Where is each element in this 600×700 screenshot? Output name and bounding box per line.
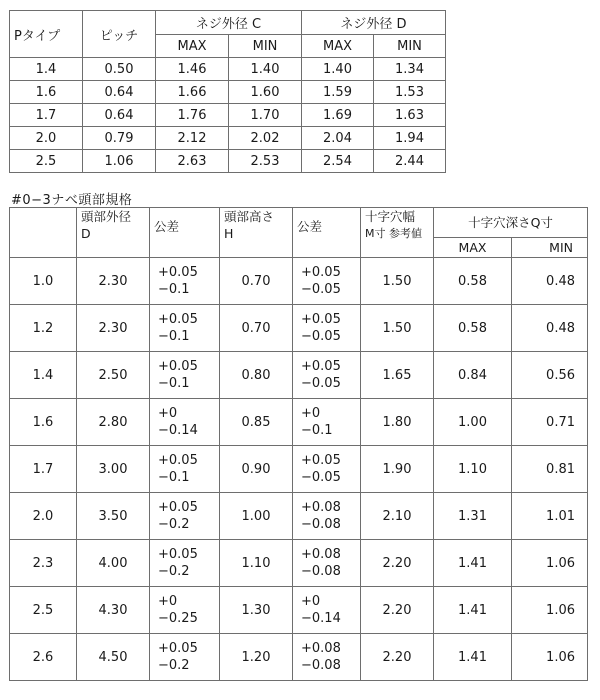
head-diameter-label: 頭部外径: [81, 209, 132, 224]
tolerance-h-cell: [293, 493, 361, 540]
p-type-cell: 2.0: [10, 127, 83, 150]
head-spec-row: [10, 540, 588, 587]
tolerance-h-cell: [293, 258, 361, 305]
tolerance-h-lower: −0.05: [301, 470, 341, 485]
size-cell: 2.3: [10, 540, 77, 587]
outer-d-header: ネジ外径 D: [302, 11, 446, 35]
tolerance-d-lower: −0.1: [158, 329, 190, 344]
head-height-cell: 0.85: [220, 399, 293, 446]
c-min-cell: 1.40: [229, 58, 302, 81]
q-min-cell: 0.81: [512, 446, 588, 493]
tolerance-h-lower: −0.08: [301, 658, 341, 673]
cross-width-header: [361, 208, 434, 258]
d-min-cell: 1.63: [374, 104, 446, 127]
tolerance-h-lower: −0.05: [301, 376, 341, 391]
tolerance-d-upper: +0.05: [158, 547, 198, 562]
q-max-cell: 0.84: [434, 352, 512, 399]
q-min-cell: 0.71: [512, 399, 588, 446]
tolerance-d-cell: [150, 305, 220, 352]
head-spec-row: [10, 634, 588, 681]
cross-width-cell: 1.90: [361, 446, 434, 493]
head-height-cell: 0.70: [220, 258, 293, 305]
c-min-cell: 2.02: [229, 127, 302, 150]
thread-spec-row: [10, 150, 446, 173]
size-cell: 2.5: [10, 587, 77, 634]
c-max-cell: 2.63: [156, 150, 229, 173]
cross-width-cell: 2.20: [361, 587, 434, 634]
head-height-cell: 1.10: [220, 540, 293, 587]
d-max-cell: 1.40: [302, 58, 374, 81]
size-header: [10, 208, 77, 258]
q-max-cell: 1.41: [434, 540, 512, 587]
tolerance-d-cell: [150, 587, 220, 634]
cross-width-cell: 1.50: [361, 305, 434, 352]
c-min-header: MIN: [229, 35, 302, 58]
q-max-cell: 0.58: [434, 305, 512, 352]
tolerance-d-lower: −0.2: [158, 517, 190, 532]
size-cell: 2.6: [10, 634, 77, 681]
head-spec-row: [10, 446, 588, 493]
q-min-cell: 0.48: [512, 258, 588, 305]
cross-width-note: M寸 参考値: [365, 227, 422, 240]
head-height-cell: 0.70: [220, 305, 293, 352]
tolerance-h-cell: [293, 399, 361, 446]
p-type-header: Pタイプ: [10, 11, 83, 58]
head-diameter-cell: 2.50: [77, 352, 150, 399]
tolerance-d-lower: −0.1: [158, 376, 190, 391]
c-max-cell: 1.46: [156, 58, 229, 81]
q-max-header: MAX: [434, 238, 512, 258]
c-max-header: MAX: [156, 35, 229, 58]
size-cell: 1.2: [10, 305, 77, 352]
size-cell: 1.0: [10, 258, 77, 305]
cross-width-cell: 1.65: [361, 352, 434, 399]
tolerance-d-upper: +0: [158, 594, 178, 609]
tolerance-h-upper: +0: [301, 406, 321, 421]
q-min-cell: 1.06: [512, 540, 588, 587]
head-spec-row: [10, 258, 588, 305]
pitch-cell: 0.79: [83, 127, 156, 150]
size-cell: 1.6: [10, 399, 77, 446]
tolerance-d-upper: +0.05: [158, 453, 198, 468]
tolerance-d-cell: [150, 493, 220, 540]
d-min-cell: 1.53: [374, 81, 446, 104]
tolerance-h-cell: [293, 634, 361, 681]
q-max-cell: 1.31: [434, 493, 512, 540]
cross-depth-header: 十字穴深さQ寸: [434, 208, 588, 238]
pitch-cell: 1.06: [83, 150, 156, 173]
tolerance-h-lower: −0.08: [301, 564, 341, 579]
thread-spec-row: [10, 104, 446, 127]
c-min-cell: 1.70: [229, 104, 302, 127]
head-height-cell: 0.80: [220, 352, 293, 399]
q-min-cell: 0.56: [512, 352, 588, 399]
tolerance-h-cell: [293, 352, 361, 399]
head-height-label: 頭部高さ: [224, 209, 275, 224]
head-spec-row: [10, 493, 588, 540]
pitch-cell: 0.50: [83, 58, 156, 81]
p-type-cell: 1.6: [10, 81, 83, 104]
tolerance-d-cell: [150, 634, 220, 681]
thread-spec-row: [10, 81, 446, 104]
tolerance-d-lower: −0.14: [158, 423, 198, 438]
tolerance-d-cell: [150, 352, 220, 399]
pitch-cell: 0.64: [83, 104, 156, 127]
d-max-cell: 1.69: [302, 104, 374, 127]
thread-spec-rows: [10, 58, 446, 173]
cross-width-cell: 1.80: [361, 399, 434, 446]
head-diameter-header: [77, 208, 150, 258]
tolerance-d-upper: +0.05: [158, 265, 198, 280]
tolerance-h-lower: −0.14: [301, 611, 341, 626]
c-max-cell: 1.66: [156, 81, 229, 104]
d-max-cell: 1.59: [302, 81, 374, 104]
q-min-cell: 1.06: [512, 587, 588, 634]
tolerance-h-upper: +0.08: [301, 641, 341, 656]
tolerance-d-upper: +0.05: [158, 500, 198, 515]
thread-spec-row: [10, 58, 446, 81]
size-cell: 1.7: [10, 446, 77, 493]
tolerance-h-upper: +0.05: [301, 359, 341, 374]
thread-spec-row: [10, 127, 446, 150]
tolerance-d-lower: −0.1: [158, 470, 190, 485]
q-max-cell: 1.10: [434, 446, 512, 493]
c-min-cell: 2.53: [229, 150, 302, 173]
d-max-cell: 2.54: [302, 150, 374, 173]
thread-spec-table: [9, 10, 446, 173]
section-title: #0−3ナベ頭部規格: [11, 193, 133, 208]
cross-width-cell: 2.20: [361, 634, 434, 681]
head-height-cell: 1.20: [220, 634, 293, 681]
tolerance-d-lower: −0.25: [158, 611, 198, 626]
tolerance-d-cell: [150, 258, 220, 305]
c-max-cell: 2.12: [156, 127, 229, 150]
tolerance-h-upper: +0.05: [301, 453, 341, 468]
tolerance-h-upper: +0.05: [301, 312, 341, 327]
q-max-cell: 1.41: [434, 634, 512, 681]
tolerance-d-cell: [150, 446, 220, 493]
head-diameter-cell: 2.80: [77, 399, 150, 446]
tolerance-h-cell: [293, 587, 361, 634]
d-max-header: MAX: [302, 35, 374, 58]
head-diameter-cell: 2.30: [77, 305, 150, 352]
q-min-cell: 1.06: [512, 634, 588, 681]
d-min-cell: 1.34: [374, 58, 446, 81]
p-type-cell: 1.4: [10, 58, 83, 81]
p-type-cell: 2.5: [10, 150, 83, 173]
head-spec-row: [10, 399, 588, 446]
head-height-cell: 1.00: [220, 493, 293, 540]
q-min-cell: 1.01: [512, 493, 588, 540]
head-height-cell: 1.30: [220, 587, 293, 634]
c-max-cell: 1.76: [156, 104, 229, 127]
size-cell: 1.4: [10, 352, 77, 399]
tolerance-d-lower: −0.1: [158, 282, 190, 297]
tolerance-d-cell: [150, 540, 220, 587]
head-diameter-cell: 3.50: [77, 493, 150, 540]
outer-c-header: ネジ外径 C: [156, 11, 302, 35]
head-height-symbol: H: [224, 226, 234, 241]
tolerance-h-lower: −0.1: [301, 423, 333, 438]
cross-width-label: 十字穴幅: [365, 209, 416, 224]
tolerance-h-lower: −0.05: [301, 329, 341, 344]
head-diameter-cell: 4.30: [77, 587, 150, 634]
tolerance-h-upper: +0.05: [301, 265, 341, 280]
head-diameter-cell: 2.30: [77, 258, 150, 305]
tolerance-d-upper: +0: [158, 406, 178, 421]
tolerance-h-lower: −0.08: [301, 517, 341, 532]
tolerance-h-upper: +0: [301, 594, 321, 609]
cross-width-cell: 2.10: [361, 493, 434, 540]
tolerance-h-cell: [293, 446, 361, 493]
head-diameter-cell: 4.50: [77, 634, 150, 681]
head-diameter-cell: 3.00: [77, 446, 150, 493]
tolerance-d-upper: +0.05: [158, 641, 198, 656]
cross-width-cell: 2.20: [361, 540, 434, 587]
pitch-cell: 0.64: [83, 81, 156, 104]
head-spec-row: [10, 587, 588, 634]
p-type-cell: 1.7: [10, 104, 83, 127]
c-min-cell: 1.60: [229, 81, 302, 104]
head-spec-table: [9, 207, 588, 681]
q-min-cell: 0.48: [512, 305, 588, 352]
pitch-header: ピッチ: [83, 11, 156, 58]
tolerance-d-upper: +0.05: [158, 312, 198, 327]
d-min-header: MIN: [374, 35, 446, 58]
tolerance-h-cell: [293, 305, 361, 352]
tolerance-d-lower: −0.2: [158, 564, 190, 579]
tolerance-d-header: 公差: [150, 208, 220, 258]
head-diameter-symbol: D: [81, 226, 91, 241]
tolerance-d-lower: −0.2: [158, 658, 190, 673]
head-height-cell: 0.90: [220, 446, 293, 493]
tolerance-h-header: 公差: [293, 208, 361, 258]
head-spec-row: [10, 352, 588, 399]
size-cell: 2.0: [10, 493, 77, 540]
tolerance-d-cell: [150, 399, 220, 446]
d-min-cell: 1.94: [374, 127, 446, 150]
d-min-cell: 2.44: [374, 150, 446, 173]
head-spec-rows: [10, 258, 588, 681]
head-diameter-cell: 4.00: [77, 540, 150, 587]
tolerance-h-upper: +0.08: [301, 500, 341, 515]
head-spec-row: [10, 305, 588, 352]
q-max-cell: 1.41: [434, 587, 512, 634]
tolerance-h-upper: +0.08: [301, 547, 341, 562]
tolerance-h-lower: −0.05: [301, 282, 341, 297]
q-max-cell: 1.00: [434, 399, 512, 446]
q-max-cell: 0.58: [434, 258, 512, 305]
head-height-header: [220, 208, 293, 258]
cross-width-cell: 1.50: [361, 258, 434, 305]
q-min-header: MIN: [512, 238, 588, 258]
d-max-cell: 2.04: [302, 127, 374, 150]
tolerance-d-upper: +0.05: [158, 359, 198, 374]
tolerance-h-cell: [293, 540, 361, 587]
